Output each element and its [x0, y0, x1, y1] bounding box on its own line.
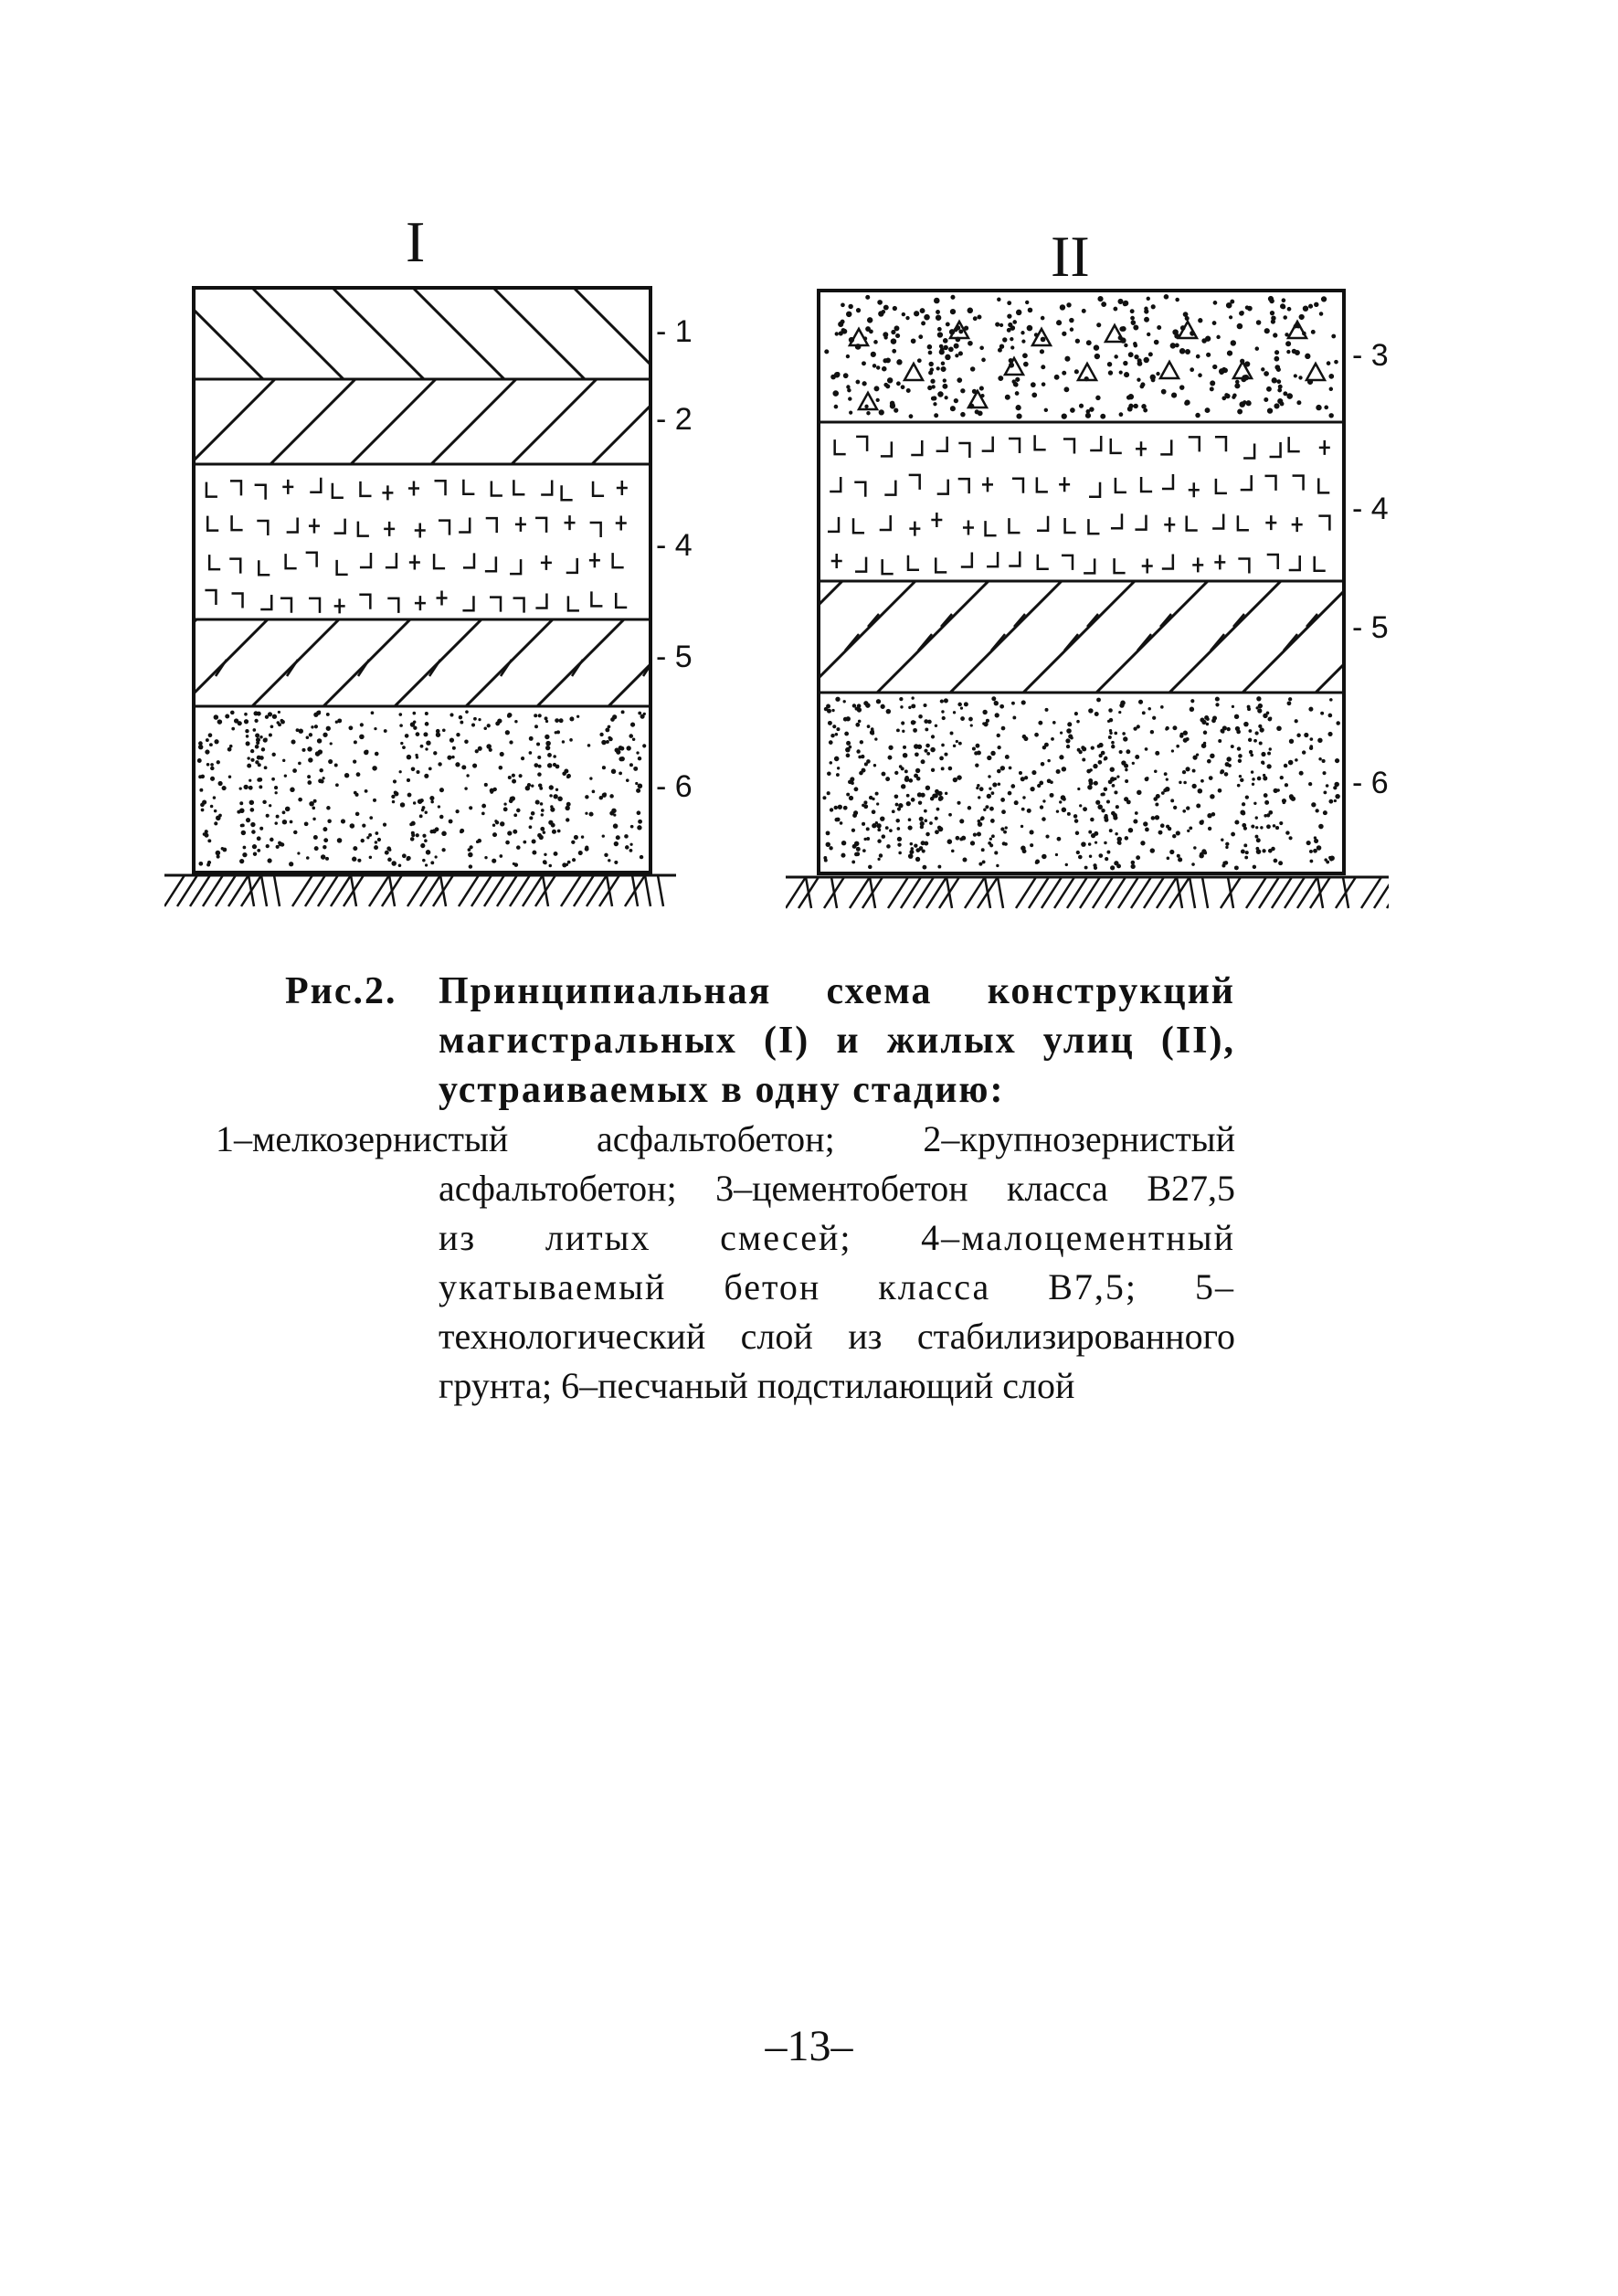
- left-label-2: - 2: [656, 402, 693, 437]
- layer-4-pattern: [205, 478, 627, 614]
- legend-line-2: асфальтобетон; 3–цементобетон класса В27,5: [439, 1168, 1235, 1209]
- right-label-4: - 4: [1352, 492, 1389, 526]
- ground-left: [164, 875, 663, 906]
- legend-line-5: технологический слой из стабилизированного: [439, 1316, 1235, 1357]
- left-label-5: - 5: [656, 640, 693, 674]
- left-label-6: - 6: [656, 769, 693, 804]
- column-two: [731, 291, 1500, 908]
- layer-4-pattern-right: [828, 435, 1330, 574]
- right-label-6: - 6: [1352, 766, 1389, 800]
- caption-title: [285, 967, 1235, 1115]
- caption-title-line-1: [285, 967, 1235, 1016]
- right-label-5: - 5: [1352, 610, 1389, 645]
- right-label-3: - 3: [1352, 338, 1389, 373]
- page-number: –13–: [765, 2022, 853, 2070]
- legend-line-3: из литых смесей; 4–малоцементный: [439, 1217, 1235, 1258]
- legend-line-6: грунта; 6–песчаный подстилающий слой: [439, 1365, 1075, 1406]
- layer-6-dots: [197, 710, 646, 868]
- figure-caption: [216, 967, 1235, 1411]
- ground-right: [786, 877, 1407, 908]
- caption-title-text-1: Принципиальная схема конструкций: [439, 970, 1235, 1012]
- caption-title-line-3: устраиваемых в одну стадию:: [439, 1069, 1005, 1111]
- left-label-1: - 1: [656, 314, 693, 349]
- layer-1-hatch: [91, 288, 826, 379]
- caption-title-line-2: магистральных (I) и жилых улиц (II),: [439, 1020, 1235, 1062]
- column-two-title: II: [1051, 224, 1090, 289]
- caption-legend: [216, 1115, 1235, 1411]
- left-label-4: - 4: [656, 528, 693, 563]
- column-one: [91, 288, 826, 906]
- figure-number: Рис.2.: [285, 970, 397, 1012]
- pavement-schematic: [0, 0, 1618, 950]
- legend-line-4: укатываемый бетон класса В7,5; 5–: [439, 1266, 1235, 1307]
- layer-6-dots-right: [822, 696, 1340, 870]
- layer-3-pattern: [825, 295, 1338, 419]
- legend-line-1: 1–мелкозернистый асфальтобетон; 2–крупнозернистый: [216, 1118, 1235, 1159]
- column-one-title: I: [406, 209, 426, 274]
